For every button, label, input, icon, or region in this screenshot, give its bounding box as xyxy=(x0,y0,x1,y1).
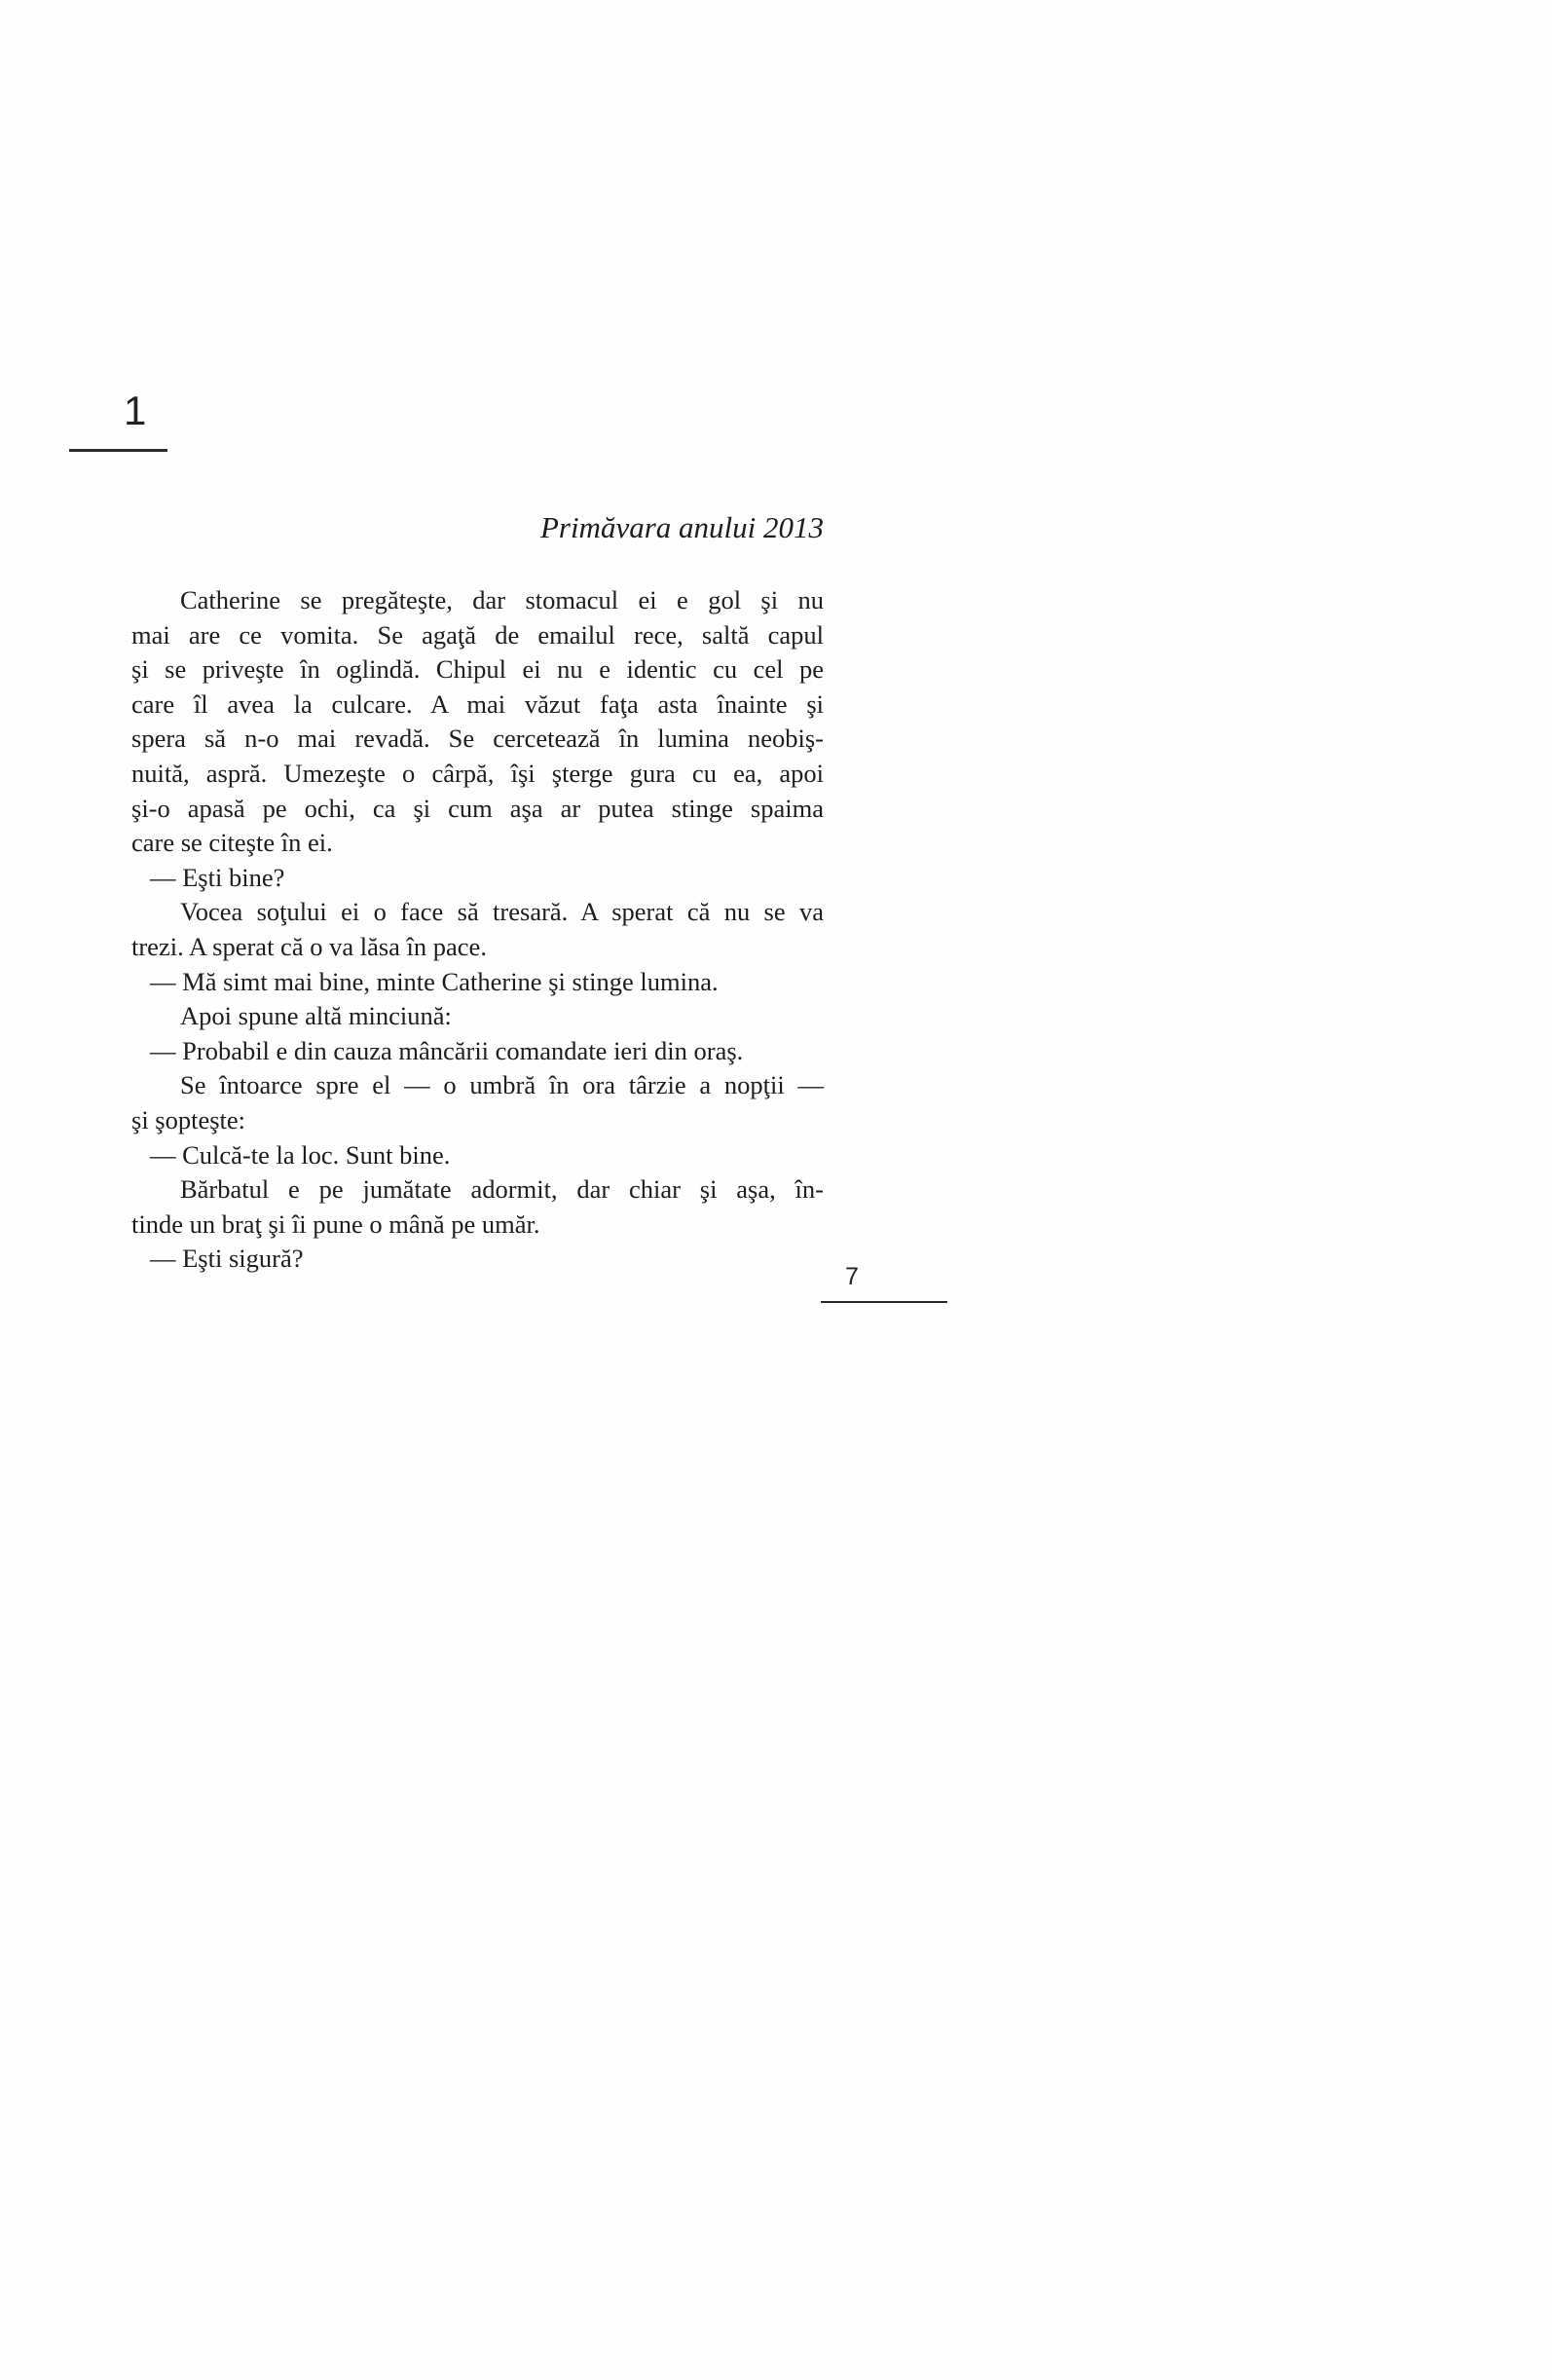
text-line: Vocea soţului ei o face să tresară. A sperat că nu se va xyxy=(180,897,824,927)
text-line: tinde un braţ şi îi pune o mână pe umăr. xyxy=(131,1209,540,1239)
text-line: Apoi spune altă minciună: xyxy=(180,1001,452,1031)
chapter-underline xyxy=(69,449,167,452)
narrative-paragraph xyxy=(131,1068,824,1137)
text-line: — Probabil e din cauza mâncării comandate ieri din oraş. xyxy=(150,1035,744,1065)
dialogue-paragraph xyxy=(131,1138,824,1173)
text-line: şi se priveşte în oglindă. Chipul ei nu e identic cu cel pe xyxy=(131,654,824,685)
text-line: care îl avea la culcare. A mai văzut faţa asta înainte şi xyxy=(131,688,824,719)
text-line: mai are ce vomita. Se agaţă de emailul rece, saltă capul xyxy=(131,619,824,650)
body-text xyxy=(131,583,824,1277)
text-line: care se citeşte în ei. xyxy=(131,828,333,858)
dialogue-paragraph xyxy=(131,965,824,1000)
text-line: — Mă simt mai bine, minte Catherine şi stinge lumina. xyxy=(150,966,719,996)
text-line: spera să n-o mai revadă. Se cercetează în lumina neobiş- xyxy=(131,724,824,754)
text-line: şi-o apasă pe ochi, ca şi cum aşa ar putea stinge spaima xyxy=(131,793,824,823)
section-date-heading: Primăvara anului 2013 xyxy=(539,510,824,544)
narrative-paragraph xyxy=(131,999,824,1034)
text-line: — Culcă-te la loc. Sunt bine. xyxy=(150,1139,451,1170)
page-number-rule xyxy=(821,1301,947,1303)
narrative-paragraph xyxy=(131,583,824,861)
text-line: Se întoarce spre el — o umbră în ora târzie a nopţii — xyxy=(180,1070,824,1100)
text-line: — Eşti sigură? xyxy=(150,1244,304,1274)
text-line: Bărbatul e pe jumătate adormit, dar chiar şi aşa, în- xyxy=(180,1174,824,1205)
text-line: trezi. A sperat că o va lăsa în pace. xyxy=(131,931,487,961)
page-number: 7 xyxy=(845,1263,859,1290)
text-line: nuită, aspră. Umezeşte o cârpă, îşi şterge gura cu ea, apoi xyxy=(131,758,824,788)
dialogue-paragraph xyxy=(131,1034,824,1069)
dialogue-paragraph xyxy=(131,861,824,896)
text-line: şi şopteşte: xyxy=(131,1104,246,1134)
narrative-paragraph xyxy=(131,1172,824,1242)
text-line: — Eşti bine? xyxy=(150,862,285,892)
chapter-number: 1 xyxy=(124,388,147,433)
text-line: Catherine se pregăteşte, dar stomacul ei e gol şi nu xyxy=(180,585,824,614)
dialogue-paragraph xyxy=(131,1242,824,1277)
narrative-paragraph xyxy=(131,895,824,964)
